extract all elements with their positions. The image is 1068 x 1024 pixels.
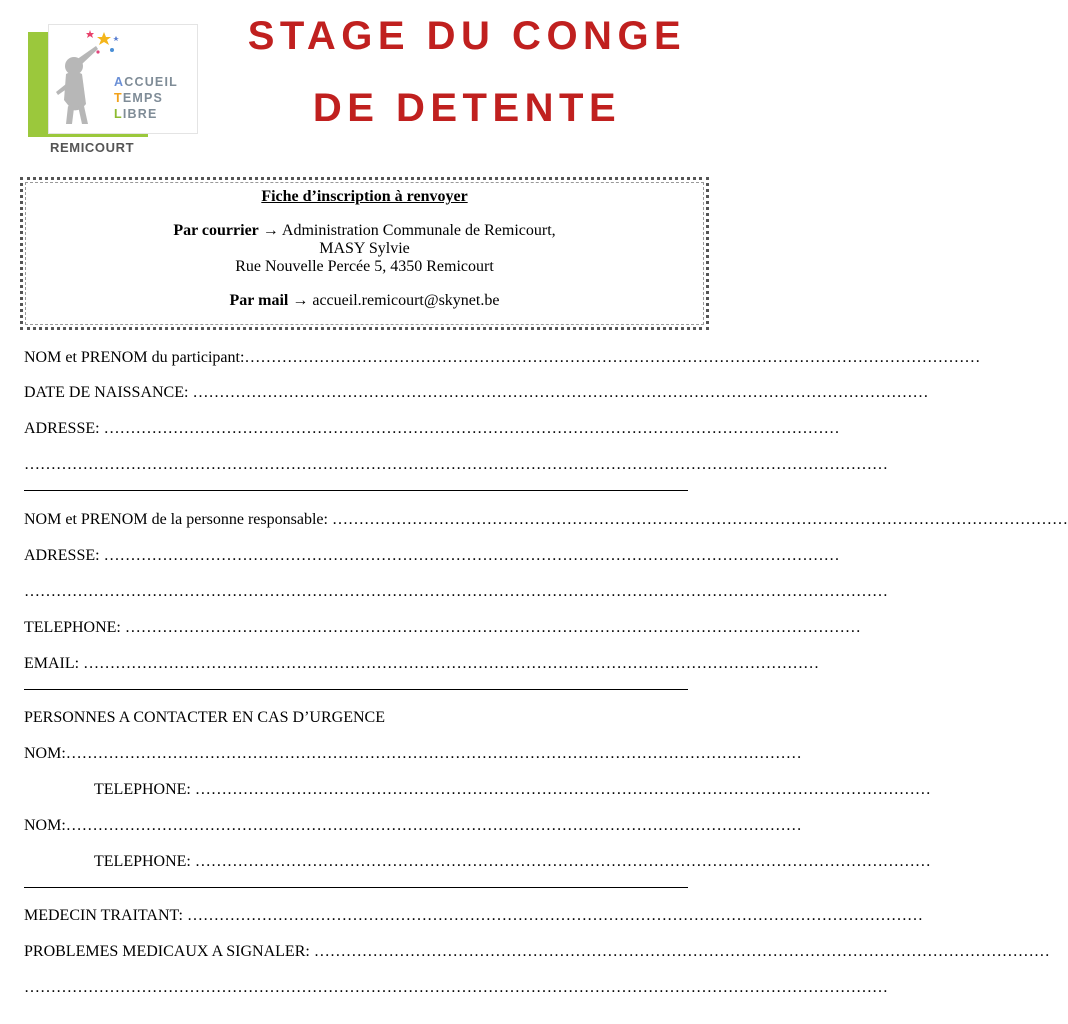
responsible-address-label: ADRESSE: [24,547,100,564]
post-address-line3: Rue Nouvelle Percée 5, 4350 Remicourt [235,258,494,275]
fill-line: ………………………………………………………………………………………………………………………… [244,349,981,366]
logo-letter-l: L [114,107,123,121]
responsible-phone-field[interactable] [24,618,861,638]
logo-word-libre: IBRE [122,107,158,121]
section-divider [24,887,688,888]
post-address-line2: MASY Sylvie [319,240,410,257]
emergency-phone-2-field[interactable] [94,852,931,872]
participant-address-label: ADRESSE: [24,420,100,437]
responsible-name-field[interactable] [24,510,1068,530]
post-label: Par courrier [173,222,259,239]
fill-line: ………………………………………………………………………………………………………………………… [192,384,929,401]
emergency-name-2-label: NOM: [24,817,66,834]
logo-word-accueil: CCUEIL [124,75,178,89]
participant-address-field-2[interactable] [24,455,888,475]
fill-line: ………………………………………………………………………………………………………………………… [65,745,802,762]
emergency-phone-1-label: TELEPHONE: [94,781,191,798]
medical-problems-field[interactable] [24,942,1050,962]
responsible-name-label: NOM et PRENOM de la personne responsable: [24,511,328,528]
accueil-temps-libre-logo [22,12,202,162]
medical-problems-field-2[interactable] [24,978,888,998]
fill-line: ………………………………………………………………………………………………………………………… [103,547,840,564]
logo-wordmark [114,74,178,122]
fill-line: ……………………………………………………………………………………………………………………………………………… [24,979,888,996]
fill-line: ………………………………………………………………………………………………………………………… [65,817,802,834]
title-line-2: DE DETENTE [312,86,622,130]
logo-word-temps: EMPS [122,91,164,105]
submission-info-box [20,177,709,330]
participant-dob-label: DATE DE NAISSANCE: [24,384,189,401]
participant-address-field[interactable] [24,419,840,439]
participant-name-field[interactable] [24,348,981,368]
info-heading: Fiche d’inscription à renvoyer [261,188,468,205]
emergency-heading: PERSONNES A CONTACTER EN CAS D’URGENCE [24,709,385,726]
fill-line: ………………………………………………………………………………………………………………………… [331,511,1068,528]
emergency-name-2-field[interactable] [24,816,802,836]
responsible-email-label: EMAIL: [24,655,80,672]
section-divider [24,689,688,690]
doctor-label: MEDECIN TRAITANT: [24,907,183,924]
emergency-phone-2-label: TELEPHONE: [94,853,191,870]
fill-line: ………………………………………………………………………………………………………………………… [194,781,931,798]
fill-line: ……………………………………………………………………………………………………………………………………………… [24,456,888,473]
emergency-phone-1-field[interactable] [94,780,931,800]
logo-letter-t: T [114,91,123,105]
responsible-email-field[interactable] [24,654,820,674]
mail-instructions [23,292,706,310]
logo-town-name: REMICOURT [50,140,135,155]
post-instructions [23,222,706,276]
document-title [222,8,712,128]
fill-line: ………………………………………………………………………………………………………………………… [186,907,923,924]
title-line-1: STAGE DU CONGE [247,14,687,58]
participant-name-label: NOM et PRENOM du participant: [24,349,245,366]
medical-problems-label: PROBLEMES MEDICAUX A SIGNALER: [24,943,310,960]
mail-label: Par mail [229,292,289,309]
responsible-address-field[interactable] [24,546,840,566]
fill-line: ………………………………………………………………………………………………………………………… [194,853,931,870]
fill-line: ……………………………………………………………………………………………………………………………………………… [24,583,888,600]
fill-line: ………………………………………………………………………………………………………………………… [103,420,840,437]
section-divider [24,490,688,491]
fill-line: ………………………………………………………………………………………………………………………… [83,655,820,672]
participant-dob-field[interactable] [24,383,929,403]
fill-line: ………………………………………………………………………………………………………………………… [313,943,1050,960]
post-address-line1: → Administration Communale de Remicourt, [258,222,556,239]
fill-line: ………………………………………………………………………………………………………………………… [124,619,861,636]
emergency-name-1-field[interactable] [24,744,802,764]
emergency-name-1-label: NOM: [24,745,66,762]
mail-address: → accueil.remicourt@skynet.be [288,292,500,309]
responsible-phone-label: TELEPHONE: [24,619,121,636]
doctor-field[interactable] [24,906,923,926]
logo-letter-a: A [114,75,125,89]
child-reaching-stars-icon [52,26,125,126]
responsible-address-field-2[interactable] [24,582,888,602]
